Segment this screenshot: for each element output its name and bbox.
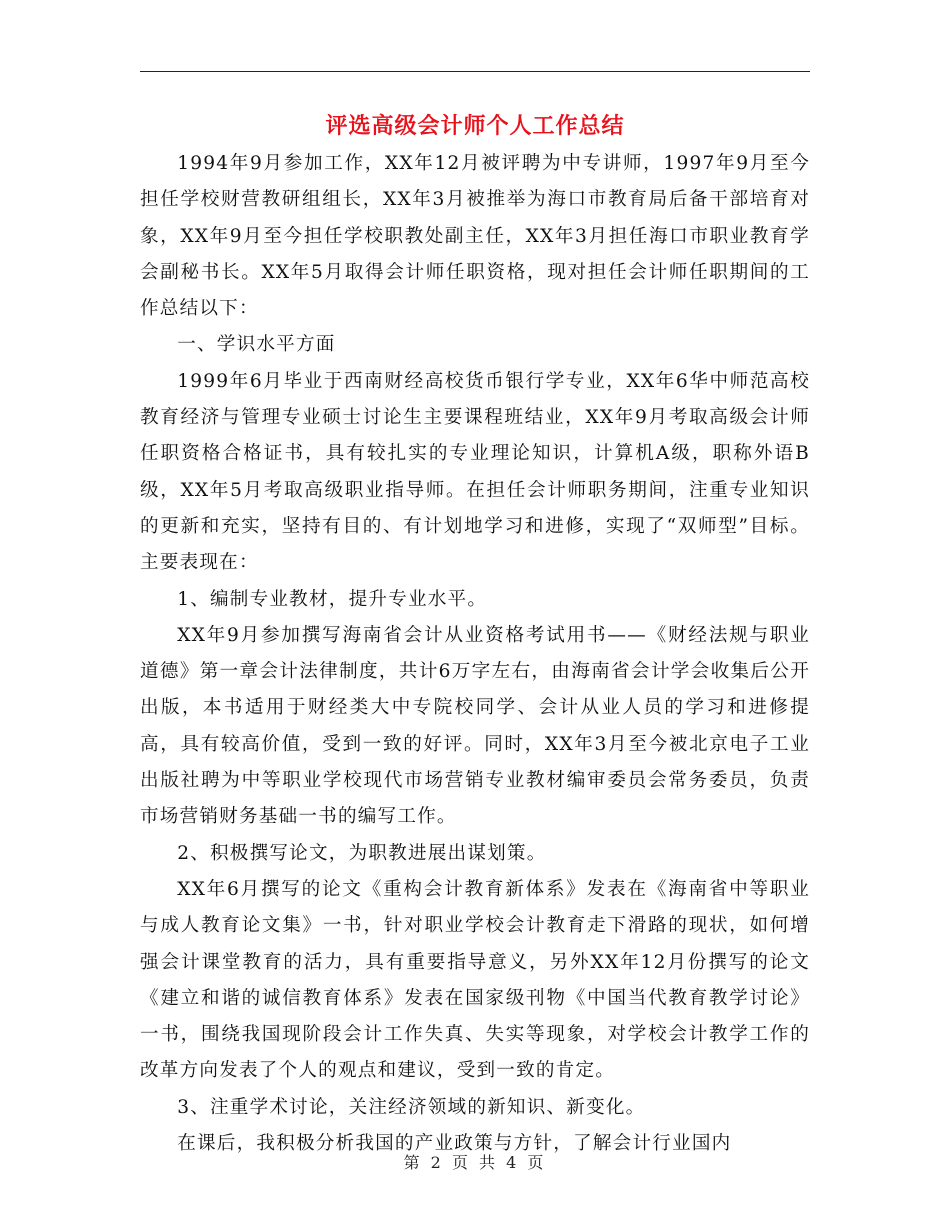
document-body xyxy=(140,146,810,1162)
page-number-footer: 第 2 页 共 4 页 xyxy=(403,1153,547,1172)
paragraph-papers: XX年6月撰写的论文《重构会计教育新体系》发表在《海南省中等职业与成人教育论文集》一书，针对职业学校会计教育走下滑路的现状，如何增强会计课堂教育的活力，具有重要指导意义，另外XX年12月份撰写的论文《建立和谐的诚信教育体系》发表在国家级刊物《中国当代教育教学讨论》一书，围绕我国现阶段会计工作失真、失实等现象，对学校会计教学工作的改革方向发表了个人的观点和建议，受到一致的肯定。 xyxy=(140,878,810,1082)
section-heading-academic: 一、学识水平方面 xyxy=(177,334,336,356)
subheading-papers: 2、积极撰写论文，为职教进展出谋划策。 xyxy=(177,842,547,864)
paragraph-intro: 1994年9月参加工作，XX年12月被评聘为中专讲师，1997年9月至今担任学校财营教研组组长，XX年3月被推举为海口市教育局后备干部培育对象，XX年9月至今担任学校职教处副主任，XX年3月担任海口市职业教育学会副秘书长。XX年5月取得会计师任职资格，现对担任会计师任职期间的工作总结以下： xyxy=(140,153,810,320)
document-title: 评选高级会计师个人工作总结 xyxy=(325,113,625,139)
paragraph-research: 在课后，我积极分析我国的产业政策与方针，了解会计行业国内 xyxy=(177,1133,732,1155)
paragraph-education: 1999年6月毕业于西南财经高校货币银行学专业，XX年6华中师范高校教育经济与管理专业硕士讨论生主要课程班结业，XX年9月考取高级会计师任职资格合格证书，具有较扎实的专业理论知识，计算机A级，职称外语B级，XX年5月考取高级职业指导师。在担任会计师职务期间，注重专业知识的更新和充实，坚持有目的、有计划地学习和进修，实现了“双师型”目标。主要表现在： xyxy=(140,370,810,574)
subheading-textbooks: 1、编制专业教材，提升专业水平。 xyxy=(177,588,488,610)
header-rule xyxy=(140,71,810,72)
paragraph-textbooks: XX年9月参加撰写海南省会计从业资格考试用书——《财经法规与职业道德》第一章会计法律制度，共计6万字左右，由海南省会计学会收集后公开出版，本书适用于财经类大中专院校同学、会计从业人员的学习和进修提高，具有较高价值，受到一致的好评。同时，XX年3月至今被北京电子工业出版社聘为中等职业学校现代市场营销专业教材编审委员会常务委员，负责市场营销财务基础一书的编写工作。 xyxy=(140,624,810,828)
subheading-research: 3、注重学术讨论，关注经济领域的新知识、新变化。 xyxy=(177,1096,646,1118)
